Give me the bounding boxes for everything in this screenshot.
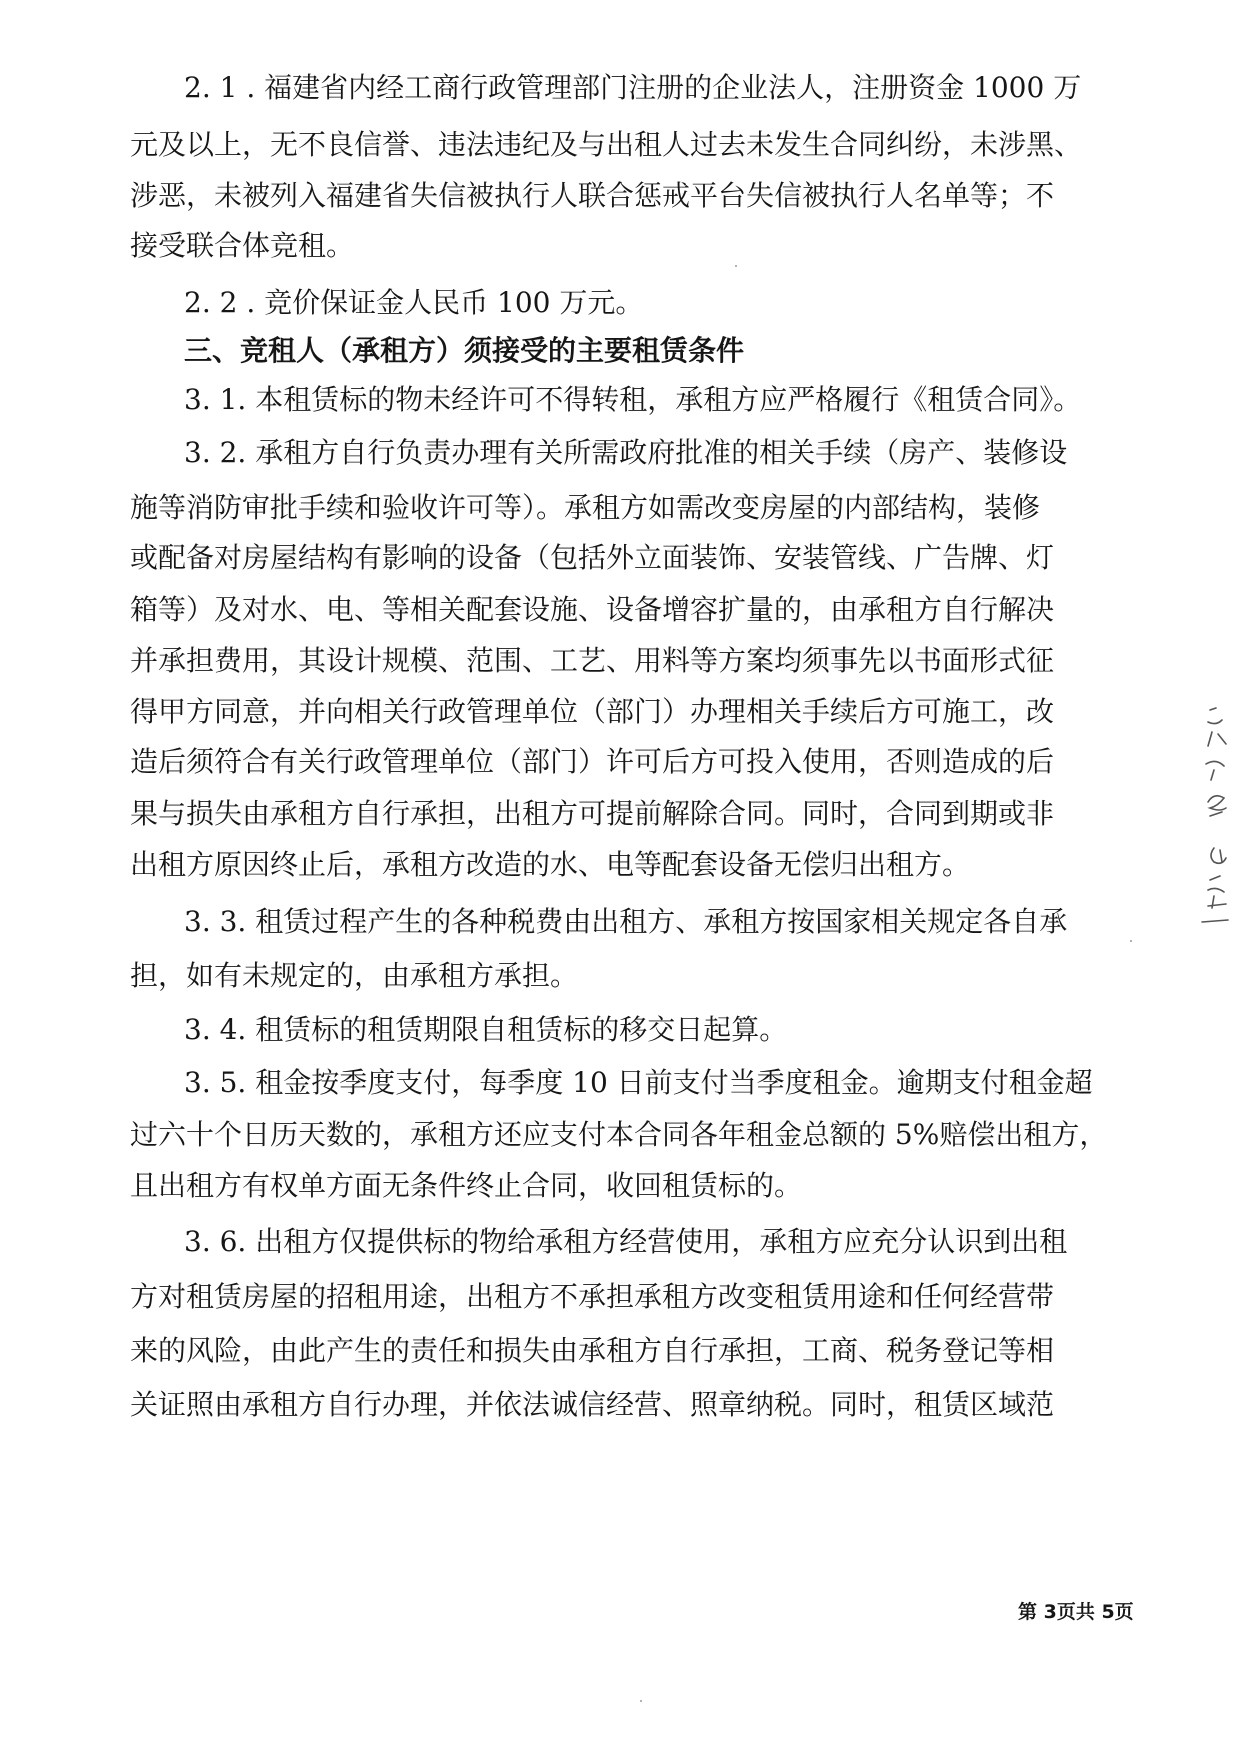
scan-speck: [640, 1700, 642, 1702]
p3-4-line-1: 3. 4. 租赁标的租赁期限自租赁标的移交日起算。: [184, 1013, 788, 1046]
scan-speck: [735, 265, 737, 267]
p3-5-line-2: 过六十个日历天数的，承租方还应支付本合同各年租金总额的 5%赔偿出租方，: [130, 1118, 1108, 1151]
p3-6-line-1: 3. 6. 出租方仅提供标的物给承租方经营使用，承租方应充分认识到出租: [184, 1225, 1068, 1258]
p2-1-line-4: 接受联合体竞租。: [130, 229, 355, 262]
p3-2-line-7: 造后须符合有关行政管理单位（部门）许可后方可投入使用，否则造成的后: [130, 745, 1055, 778]
p3-2-line-8: 果与损失由承租方自行承担，出租方可提前解除合同。同时，合同到期或非: [130, 797, 1055, 830]
p2-1-line-3: 涉恶，未被列入福建省失信被执行人联合惩戒平台失信被执行人名单等；不: [130, 179, 1055, 212]
partial-seal-mark: [1196, 700, 1241, 1000]
p3-2-line-4: 箱等）及对水、电、等相关配套设施、设备增容扩量的，由承租方自行解决: [130, 593, 1055, 626]
p3-6-line-4: 关证照由承租方自行办理，并依法诚信经营、照章纳税。同时，租赁区域范: [130, 1388, 1055, 1421]
p3-3-line-1: 3. 3. 租赁过程产生的各种税费由出租方、承租方按国家相关规定各自承: [184, 905, 1068, 938]
p3-3-line-2: 担，如有未规定的，由承租方承担。: [130, 959, 579, 992]
scan-speck: [1130, 940, 1132, 942]
p3-2-line-5: 并承担费用，其设计规模、范围、工艺、用料等方案均须事先以书面形式征: [130, 644, 1055, 677]
p2-1-line-2: 元及以上，无不良信誉、违法违纪及与出租人过去未发生合同纠纷，未涉黑、: [130, 128, 1083, 161]
p3-2-line-9: 出租方原因终止后，承租方改造的水、电等配套设备无偿归出租方。: [130, 848, 971, 881]
p3-2-line-3: 或配备对房屋结构有影响的设备（包括外立面装饰、安装管线、广告牌、灯: [130, 541, 1055, 574]
p3-2-line-1: 3. 2. 承租方自行负责办理有关所需政府批准的相关手续（房产、装修设: [184, 436, 1068, 469]
p3-2-line-6: 得甲方同意，并向相关行政管理单位（部门）办理相关手续后方可施工，改: [130, 695, 1055, 728]
p3-6-line-2: 方对租赁房屋的招租用途，出租方不承担承租方改变租赁用途和任何经营带: [130, 1280, 1055, 1313]
p3-6-line-3: 来的风险，由此产生的责任和损失由承租方自行承担，工商、税务登记等相: [130, 1334, 1055, 1367]
p2-2-line-1: 2. 2 . 竞价保证金人民币 100 万元。: [184, 286, 644, 319]
p3-5-line-3: 且出租方有权单方面无条件终止合同，收回租赁标的。: [130, 1169, 803, 1202]
p2-1-line-1: 2. 1 . 福建省内经工商行政管理部门注册的企业法人，注册资金 1000 万: [184, 71, 1082, 104]
section-heading: 三、竞租人（承租方）须接受的主要租赁条件: [184, 334, 745, 367]
p3-5-line-1: 3. 5. 租金按季度支付，每季度 10 日前支付当季度租金。逾期支付租金超: [184, 1066, 1093, 1099]
p3-1-line-1: 3. 1. 本租赁标的物未经许可不得转租，承租方应严格履行《租赁合同》。: [184, 383, 1082, 416]
p3-2-line-2: 施等消防审批手续和验收许可等）。承租方如需改变房屋的内部结构，装修: [130, 491, 1041, 524]
page-indicator: 第 3页共 5页: [1018, 1601, 1134, 1623]
